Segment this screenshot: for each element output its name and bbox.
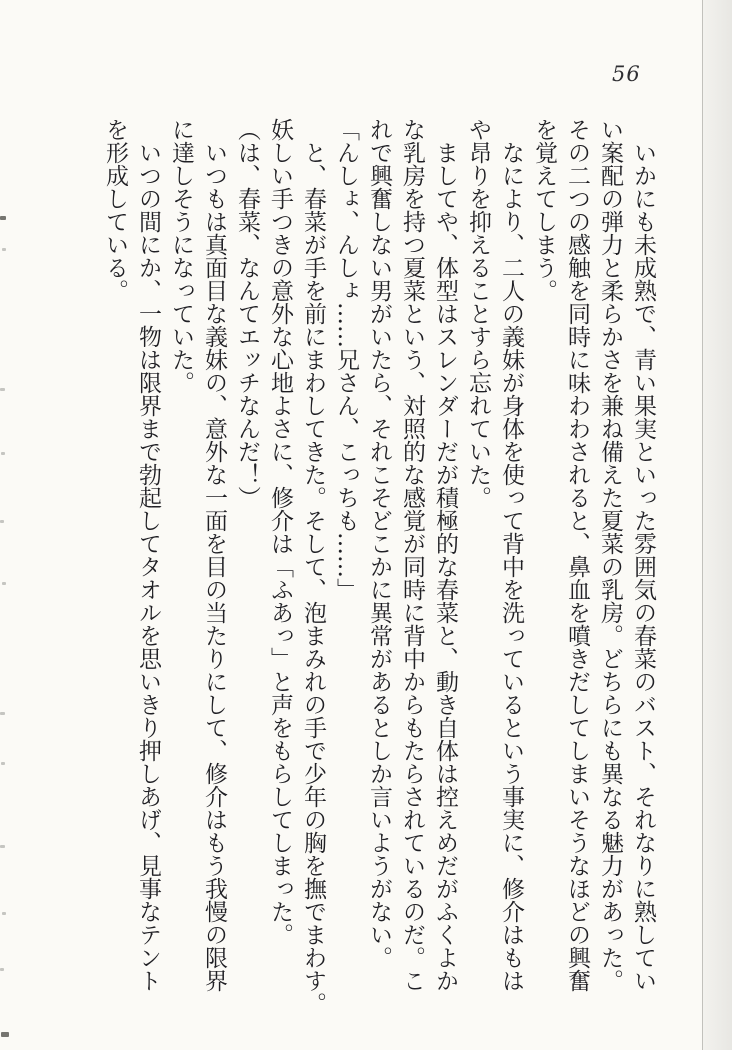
text-column: いつもは真面目な義妹の、意外な一面を目の当たりにして、修介はもう我慢の限界 xyxy=(201,141,227,992)
text-column: 「んしょ、んしょ……兄さん、こっちも……」 xyxy=(333,118,359,601)
text-column: を形成している。 xyxy=(102,118,128,302)
text-column: や昂りを抑えることすら忘れていた。 xyxy=(465,118,491,509)
text-column: 妖しい手つきの意外な心地よさに、修介は「ふあっ」と声をもらしてしまった。 xyxy=(267,118,293,946)
scan-artifact xyxy=(1,452,5,455)
text-column: を覚えてしまう。 xyxy=(531,118,557,302)
page-edge-shadow xyxy=(702,0,732,1050)
page-number: 56 xyxy=(612,62,641,86)
text-column: に達しそうになっていた。 xyxy=(168,118,194,394)
text-column: れで興奮しない男がいたら、それこそどこかに異常があるとしか言いようがない。 xyxy=(366,118,392,969)
scan-artifact xyxy=(0,968,4,971)
text-column: いかにも未成熟で、青い果実といった雰囲気の春菜のバスト、それなりに熟してい xyxy=(630,141,656,992)
text-column: い案配の弾力と柔らかさを兼ね備えた夏菜の乳房。どちらにも異なる魅力があった。 xyxy=(597,118,623,992)
text-columns xyxy=(93,118,654,1020)
text-column: ましてや、体型はスレンダーだが積極的な春菜と、動き自体は控えめだがふくよか xyxy=(432,141,458,992)
text-column: なにより、二人の義妹が身体を使って背中を洗っているという事実に、修介はもは xyxy=(498,141,524,992)
scan-artifact xyxy=(0,216,6,220)
scan-artifact xyxy=(0,712,5,715)
text-column: な乳房を持つ夏菜という、対照的な感覚が同時に背中からもたらされているのだ。こ xyxy=(399,118,425,992)
scan-artifact xyxy=(2,248,6,251)
scan-artifact xyxy=(0,388,5,391)
scan-artifact xyxy=(2,582,6,585)
scan-artifact xyxy=(1,762,5,765)
scan-artifact xyxy=(0,845,5,848)
text-column: いつの間にか、一物は限界まで勃起してタオルを思いきり押しあげ、見事なテント xyxy=(135,141,161,992)
scan-artifact xyxy=(0,520,4,523)
text-column: （は、春菜、なんてエッチなんだ！） xyxy=(234,118,260,509)
scan-artifact xyxy=(1,1032,9,1037)
text-column: と、春菜が手を前にまわしてきた。そして、泡まみれの手で少年の胸を撫でまわす。 xyxy=(300,141,326,1015)
scan-artifact xyxy=(2,912,6,915)
text-column: その二つの感触を同時に味わわされると、鼻血を噴きだしてしまいそうなほどの興奮 xyxy=(564,118,590,992)
